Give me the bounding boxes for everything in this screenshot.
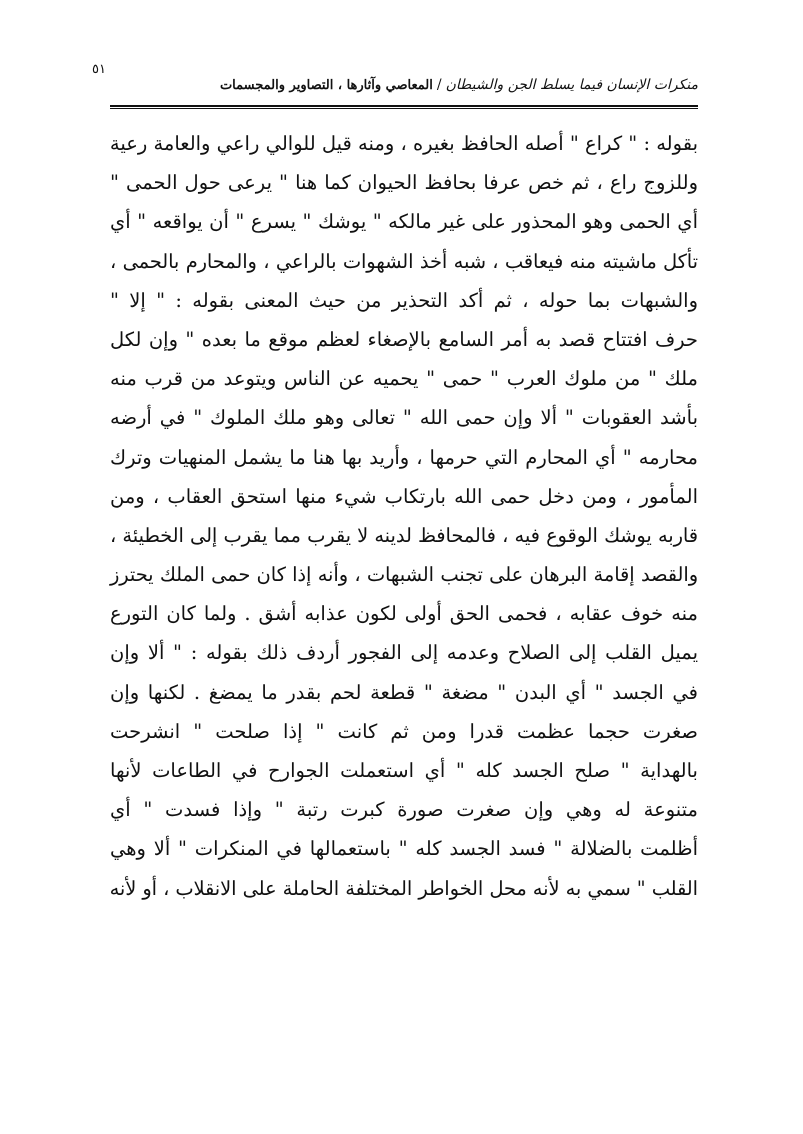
text-line: ملك " من ملوك العرب " حمى " يحميه عن الناس ويتوعد من قرب منه xyxy=(110,367,698,391)
body-text xyxy=(110,124,698,908)
text-line: بالهداية " صلح الجسد كله " أي استعملت الجوارح في الطاعات لأنها xyxy=(110,759,698,782)
page-number: ٥١ xyxy=(92,62,106,77)
header-separator: / xyxy=(436,77,442,93)
text-line: منه خوف عقابه ، فحمى الحق أولى لكون عذابه أشق . ولما كان التورع xyxy=(110,602,698,626)
text-line: المأمور ، ومن دخل حمى الله بارتكاب شيء منها استحق العقاب ، ومن xyxy=(110,484,698,508)
text-line: حرف افتتاح قصد به أمر السامع بالإصغاء لعظم موقع ما بعده " وإن لكل xyxy=(110,327,698,351)
text-line: القلب " سمي به لأنه محل الخواطر المختلفة الحاملة على الانقلاب ، أو لأنه xyxy=(109,876,698,900)
text-line: والشبهات بما حوله ، ثم أكد التحذير من حيث المعنى بقوله : " إلا " xyxy=(110,288,698,312)
text-line: تأكل ماشيته منه فيعاقب ، شبه أخذ الشهوات بالراعي ، والمحارم بالحمى ، xyxy=(110,249,698,273)
chapter-title: المعاصي وآثارها ، التصاوير والمجسمات xyxy=(219,78,433,93)
running-header xyxy=(118,72,698,98)
text-line: صغرت حجما عظمت قدرا ومن ثم كانت " إذا صلحت " انشرحت xyxy=(110,719,698,743)
header-rule xyxy=(110,105,698,107)
header-rule-thin xyxy=(110,108,698,109)
text-line: بأشد العقوبات " ألا وإن حمى الله " تعالى وهو ملك الملوك " في أرضه xyxy=(110,406,698,430)
text-line: أي الحمى وهو المحذور على غير مالكه " يوشك " يسرع " أن يواقعه " أي xyxy=(110,210,698,234)
text-line: وللزوج راع ، ثم خص عرفا بحافظ الحيوان كما هنا " يرعى حول الحمى " xyxy=(110,171,698,195)
text-line: أظلمت بالضلالة " فسد الجسد كله " باستعمالها في المنكرات " ألا وهي xyxy=(110,837,698,861)
text-line: يميل القلب إلى الصلاح وعدمه إلى الفجور أردف ذلك بقوله : " ألا وإن xyxy=(110,641,699,665)
text-line: والقصد إقامة البرهان على تجنب الشبهات ، وأنه إذا كان حمى الملك يحترز xyxy=(110,563,698,587)
text-line: في الجسد " أي البدن " مضغة " قطعة لحم بقدر ما يمضغ . لكنها وإن xyxy=(110,680,698,704)
text-line: بقوله : " كراع " أصله الحافظ بغيره ، ومنه قيل للوالي راعي والعامة رعية xyxy=(109,132,698,155)
book-series-title: منكرات الإنسان فيما يسلط الجن والشيطان xyxy=(445,77,698,93)
text-line: متنوعة له وهي وإن صغرت صورة كبرت رتبة " وإذا فسدت " أي xyxy=(110,798,698,822)
text-line: قاربه يوشك الوقوع فيه ، فالمحافظ لدينه لا يقرب مما يقرب إلى الخطيئة ، xyxy=(110,523,698,547)
text-line: محارمه " أي المحارم التي حرمها ، وأريد بها هنا ما يشمل المنهيات وترك xyxy=(110,445,698,469)
